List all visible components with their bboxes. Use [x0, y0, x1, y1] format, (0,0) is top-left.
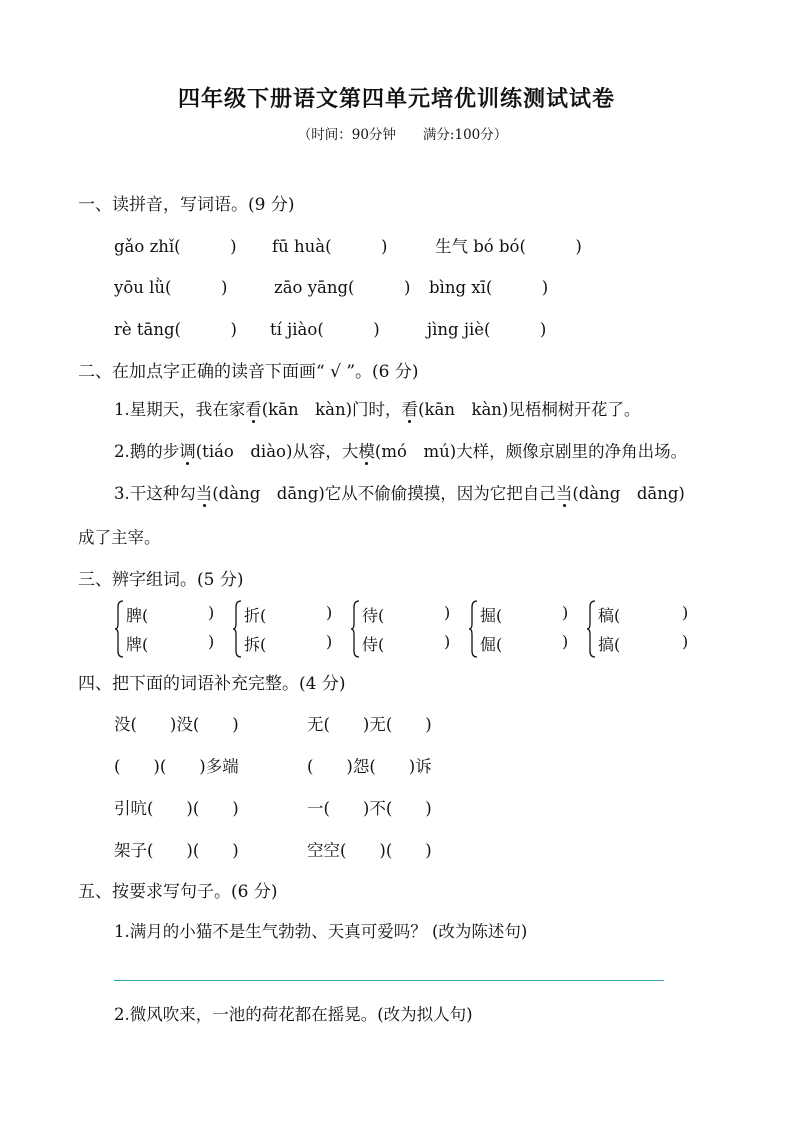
text: 搞(	[598, 635, 621, 654]
text: 折(	[244, 606, 267, 625]
char-pair-group	[468, 600, 578, 658]
text: 3.干这种勾	[114, 484, 196, 503]
answer-line[interactable]	[114, 980, 664, 981]
text: )	[326, 632, 333, 651]
pinyin-item: 生气 bó bó( )	[435, 237, 582, 256]
brace-icon	[586, 600, 596, 658]
text: )	[208, 632, 215, 651]
idiom-item: ( )( )多端	[114, 757, 239, 776]
text: (dàng dāng)	[572, 484, 685, 503]
question-2-3-continued: 成了主宰。	[78, 528, 161, 547]
char-pair-top	[362, 603, 451, 626]
text: )	[208, 603, 215, 622]
dotted-char: 当	[196, 480, 213, 504]
text: (dàng dāng)它从不偷偷摸摸，因为它把自己	[212, 484, 556, 503]
pinyin-item: jìng jiè( )	[427, 320, 547, 339]
text: (kān kàn)门时，	[261, 400, 402, 419]
text: (tiáo diào)从容，大	[195, 442, 359, 461]
text: )	[562, 603, 569, 622]
char-pair-group	[114, 600, 224, 658]
text: 倔(	[480, 635, 503, 654]
text: 待(	[362, 606, 385, 625]
brace-icon	[232, 600, 242, 658]
text: 2.鹅的步	[114, 442, 180, 461]
pinyin-item: gǎo zhǐ( )	[114, 237, 237, 256]
question-5-2: 2.微风吹来，一池的荷花都在摇晃。(改为拟人句)	[114, 1005, 473, 1024]
brace-icon	[468, 600, 478, 658]
pinyin-item: rè tāng( )	[114, 320, 237, 339]
text: )	[682, 632, 689, 651]
idiom-item: 架子( )( )	[114, 841, 239, 860]
dotted-char: 看	[402, 396, 419, 420]
question-2-1	[114, 396, 640, 420]
brace-icon	[350, 600, 360, 658]
char-pair-group	[350, 600, 460, 658]
section-1-heading: 一、读拼音，写词语。(9 分)	[78, 195, 295, 215]
text: )	[682, 603, 689, 622]
idiom-item: 一( )不( )	[307, 799, 432, 818]
question-2-3	[114, 480, 685, 504]
question-2-2	[114, 438, 687, 462]
dotted-char: 调	[179, 438, 196, 462]
text: 掘(	[480, 606, 503, 625]
idiom-item: 引吭( )( )	[114, 799, 239, 818]
section-3-heading: 三、辨字组词。(5 分)	[78, 570, 244, 590]
page-title: 四年级下册语文第四单元培优训练测试试卷	[177, 86, 615, 112]
pinyin-item: bìng xī( )	[429, 278, 549, 297]
idiom-item: 无( )无( )	[307, 715, 432, 734]
char-pair-bottom	[480, 632, 569, 655]
text: (kān kàn)见梧桐树开花了。	[418, 400, 641, 419]
section-5-heading: 五、按要求写句子。(6 分)	[78, 882, 278, 902]
text: )	[444, 603, 451, 622]
text: 拆(	[244, 635, 267, 654]
text: )	[444, 632, 451, 651]
pinyin-item: fū huà( )	[272, 237, 388, 256]
text: )	[326, 603, 333, 622]
char-pair-top	[244, 603, 333, 626]
question-5-1: 1.满月的小猫不是生气勃勃、天真可爱吗？ (改为陈述句)	[114, 922, 528, 941]
text: 脾(	[126, 606, 149, 625]
idiom-item: 没( )没( )	[114, 715, 239, 734]
char-pair-bottom	[362, 632, 451, 655]
exam-info: （时间：90分钟 满分:100分）	[297, 127, 508, 143]
idiom-item: 空空( )( )	[307, 841, 432, 860]
text: 稿(	[598, 606, 621, 625]
char-pair-group	[586, 600, 696, 658]
pinyin-item: zāo yāng( )	[274, 278, 411, 297]
section-2-heading: 二、在加点字正确的读音下面画“ √ ”。(6 分)	[78, 362, 419, 382]
char-pair-group	[232, 600, 342, 658]
dotted-char: 模	[358, 438, 375, 462]
char-pair-top	[480, 603, 569, 626]
text: (mó mú)大样，颇像京剧里的净角出场。	[374, 442, 688, 461]
char-pair-bottom	[126, 632, 215, 655]
text: 侍(	[362, 635, 385, 654]
pinyin-item: yōu lǜ( )	[114, 278, 228, 297]
text: 牌(	[126, 635, 149, 654]
text: )	[562, 632, 569, 651]
char-pair-bottom	[598, 632, 689, 655]
pinyin-item: tí jiào( )	[270, 320, 380, 339]
char-pair-top	[598, 603, 689, 626]
brace-icon	[114, 600, 124, 658]
text: 1.星期天，我在家	[114, 400, 246, 419]
dotted-char: 看	[245, 396, 262, 420]
char-pair-top	[126, 603, 215, 626]
char-pair-bottom	[244, 632, 333, 655]
section-4-heading: 四、把下面的词语补充完整。(4 分)	[78, 674, 346, 694]
dotted-char: 当	[556, 480, 573, 504]
idiom-item: ( )怨( )诉	[307, 757, 432, 776]
